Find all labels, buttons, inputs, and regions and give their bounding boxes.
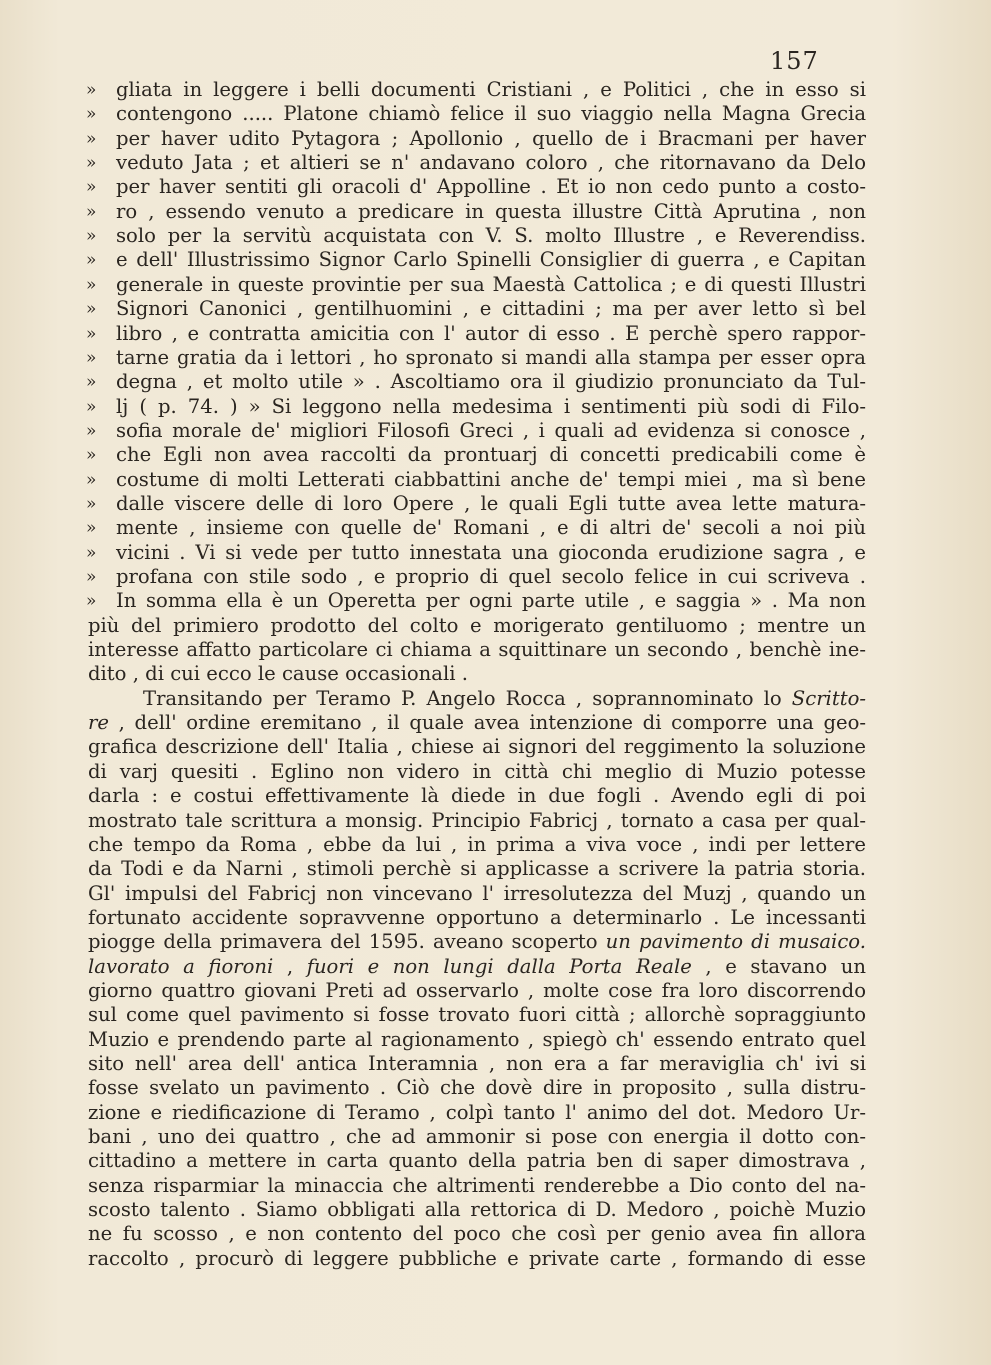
text-line (0, 1174, 991, 1198)
line-text: zione e riedificazione di Teramo , colpì tanto l' animo del dot. Medoro Ur- (88, 1100, 866, 1124)
text-line (0, 1222, 991, 1246)
line-text: raccolto , procurò di leggere pubbliche e private carte , formando di esse (88, 1246, 866, 1270)
line-text: dito , di cui ecco le cause occasionali . (88, 662, 468, 686)
quote-mark: » (86, 299, 95, 320)
text-line (0, 1003, 991, 1027)
line-text: grafica descrizione dell' Italia , chiese ai signori del reggimento la soluzione (88, 735, 866, 759)
text-line (0, 662, 991, 686)
line-text (88, 711, 866, 735)
line-text: Signori Canonici , gentilhuomini , e cittadini ; ma per aver letto sì bel (116, 297, 866, 321)
text-line (0, 346, 991, 370)
text-line (0, 370, 991, 394)
line-text: gliata in leggere i belli documenti Cristiani , e Politici , che in esso si (116, 78, 866, 101)
quote-mark: » (86, 274, 95, 295)
text-line (0, 78, 991, 102)
quote-mark: » (86, 542, 95, 563)
text-line (0, 395, 991, 419)
text-line (0, 516, 991, 540)
line-text: Gl' impulsi del Fabricj non vincevano l' irresolutezza del Muzj , quando un (88, 881, 866, 905)
text-line (0, 1076, 991, 1100)
line-text: libro , e contratta amicitia con l' autor di esso . E perchè spero rappor- (116, 321, 866, 345)
italic-text: un pavimento di musaico. (605, 930, 866, 954)
line-text: solo per la servitù acquistata con V. S. molto Illustre , e Reverendiss. (116, 224, 866, 248)
quote-mark: » (86, 445, 95, 466)
text-line (0, 589, 991, 613)
line-text: e dell' Illustrissimo Signor Carlo Spinelli Consiglier di guerra , e Capitan (116, 248, 866, 272)
text-segment: , dell' ordine eremitano , il quale avea intenzione di comporre una geo- (108, 711, 866, 735)
text-line (0, 151, 991, 175)
text-line (0, 1149, 991, 1173)
line-text: che Egli non avea raccolti da prontuarj di concetti predicabili come è (116, 443, 866, 467)
line-text: veduto Jata ; et altieri se n' andavano coloro , che ritornavano da Delo (116, 151, 866, 175)
line-text: generale in queste provintie per sua Maestà Cattolica ; e di questi Illustri (116, 272, 866, 296)
quote-mark: » (86, 80, 95, 100)
text-line (0, 687, 991, 711)
italic-text: lavorato a fioroni (88, 954, 274, 978)
line-text: giorno quattro giovani Preti ad osservarlo , molte cose fra loro discorrendo (88, 978, 866, 1002)
text-line (0, 565, 991, 589)
quote-mark: » (86, 591, 95, 612)
quote-mark: » (86, 567, 95, 587)
line-text: di varj quesiti . Eglino non videro in città chi meglio di Muzio potesse (88, 759, 866, 783)
line-text: più del primiero prodotto del colto e morigerato gentiluomo ; mentre un (88, 613, 866, 637)
text-line (0, 906, 991, 930)
text-line (0, 930, 991, 954)
italic-text: fuori e non lungi dalla Porta Reale (306, 954, 692, 978)
line-text: sul come quel pavimento si fosse trovato fuori città ; allorchè sopraggiunto (88, 1003, 866, 1027)
text-line (0, 443, 991, 467)
text-line (0, 1198, 991, 1222)
line-text: contengono ..... Platone chiamò felice il suo viaggio nella Magna Grecia (116, 102, 866, 126)
page-number: 157 (770, 47, 819, 75)
text-line (0, 857, 991, 881)
text-line (0, 492, 991, 516)
line-text: cittadino a mettere in carta quanto della patria ben di saper dimostrava , (88, 1149, 866, 1173)
quote-mark: » (86, 396, 95, 417)
quote-mark: » (86, 469, 95, 490)
line-text: profana con stile sodo , e proprio di quel secolo felice in cui scriveva . (116, 565, 866, 588)
quote-mark: » (86, 493, 95, 514)
text-line (0, 1125, 991, 1149)
text-line (0, 614, 991, 638)
line-text: mente , insieme con quelle de' Romani , e di altri de' secoli a noi più (116, 516, 866, 540)
line-text: darla : e costui effettivamente là diede in due fogli . Avendo egli di poi (88, 784, 866, 808)
text-line (0, 1101, 991, 1125)
italic-text: Scritto- (791, 686, 866, 710)
text-segment: , (273, 954, 307, 978)
text-line (0, 541, 991, 565)
text-line (0, 273, 991, 297)
line-text: tarne gratia da i lettori , ho spronato si mandi alla stampa per esser opra (116, 345, 866, 369)
quote-mark: » (86, 104, 95, 125)
text-line (0, 735, 991, 759)
text-line (0, 322, 991, 346)
line-text: costume di molti Letterati ciabbattini anche de' tempi miei , ma sì bene (116, 467, 866, 491)
quote-mark: » (86, 128, 95, 149)
text-line (0, 638, 991, 662)
line-text: degna , et molto utile » . Ascoltiamo ora il giudizio pronunciato da Tul- (116, 370, 866, 394)
line-text (88, 955, 866, 979)
text-line (0, 809, 991, 833)
line-text (143, 687, 866, 711)
quote-mark: » (86, 347, 95, 368)
line-text: dalle viscere delle di loro Opere , le quali Egli tutte avea lette matura- (116, 491, 866, 515)
text-line (0, 297, 991, 321)
text-line (0, 175, 991, 199)
line-text: sito nell' area dell' antica Interamnia , non era a far meraviglia ch' ivi si (88, 1052, 866, 1075)
text-segment: piogge della primavera del 1595. aveano scoperto (88, 930, 606, 954)
line-text (88, 930, 866, 954)
text-line (0, 711, 991, 735)
quote-mark: » (86, 372, 95, 393)
line-text: da Todi e da Narni , stimoli perchè si applicasse a scrivere la patria storia. (88, 857, 866, 881)
line-text: Muzio e prendendo parte al ragionamento , spiegò ch' essendo entrato quel (88, 1027, 866, 1051)
line-text: che tempo da Roma , ebbe da lui , in prima a viva voce , indi per lettere (88, 832, 866, 856)
line-text: per haver sentiti gli oracoli d' Appolline . Et io non cedo punto a costo- (116, 175, 866, 199)
text-line (0, 1052, 991, 1076)
quote-mark: » (86, 420, 95, 441)
text-line (0, 1247, 991, 1271)
text-line (0, 224, 991, 248)
text-line (0, 248, 991, 272)
line-text: scosto talento . Siamo obbligati alla rettorica di D. Medoro , poichè Muzio (88, 1198, 866, 1222)
line-text: ne fu scosso , e non contento del poco che così per genio avea fin allora (88, 1222, 866, 1246)
line-text: per haver udito Pytagora ; Apollonio , quello de i Bracmani per haver (116, 126, 866, 150)
line-text: interesse affatto particolare ci chiama a squittinare un secondo , benchè ine- (88, 638, 866, 662)
quote-mark: » (86, 153, 95, 174)
text-segment: , e stavano un (691, 954, 866, 978)
text-line (0, 882, 991, 906)
quote-mark: » (86, 323, 95, 344)
quote-mark: » (86, 177, 95, 198)
line-text: sofia morale de' migliori Filosofi Greci , i quali ad evidenza si conosce , (116, 418, 866, 442)
quote-mark: » (86, 250, 95, 271)
line-text: ro , essendo venuto a predicare in questa illustre Città Aprutina , non (116, 199, 866, 223)
text-line (0, 200, 991, 224)
line-text: fosse svelato un pavimento . Ciò che dovè dire in proposito , sulla distru- (88, 1076, 866, 1100)
text-line (0, 419, 991, 443)
text-line (0, 1028, 991, 1052)
line-text: lj ( p. 74. ) » Si leggono nella medesima i sentimenti più sodi di Filo- (116, 394, 866, 418)
text-line (0, 955, 991, 979)
line-text: senza risparmiar la minaccia che altrimenti renderebbe a Dio conto del na- (88, 1173, 866, 1197)
line-text: fortunato accidente sopravvenne opportuno a determinarlo . Le incessanti (88, 905, 866, 929)
line-text: bani , uno dei quattro , che ad ammonir si pose con energia il dotto con- (88, 1125, 866, 1149)
quote-mark: » (86, 201, 95, 222)
text-line (0, 468, 991, 492)
quote-mark: » (86, 226, 95, 247)
text-line (0, 760, 991, 784)
quote-mark: » (86, 518, 95, 539)
text-line (0, 127, 991, 151)
text-line (0, 102, 991, 126)
text-line (0, 833, 991, 857)
line-text: mostrato tale scrittura a monsig. Principio Fabricj , tornato a casa per qual- (88, 808, 866, 832)
text-line (0, 784, 991, 808)
line-text: vicini . Vi si vede per tutto innestata una gioconda erudizione sagra , e (116, 540, 866, 564)
line-text: In somma ella è un Operetta per ogni parte utile , e saggia » . Ma non (116, 589, 866, 613)
text-segment: Transitando per Teramo P. Angelo Rocca , soprannominato lo (143, 686, 792, 710)
italic-text: re (88, 711, 109, 735)
text-line (0, 979, 991, 1003)
